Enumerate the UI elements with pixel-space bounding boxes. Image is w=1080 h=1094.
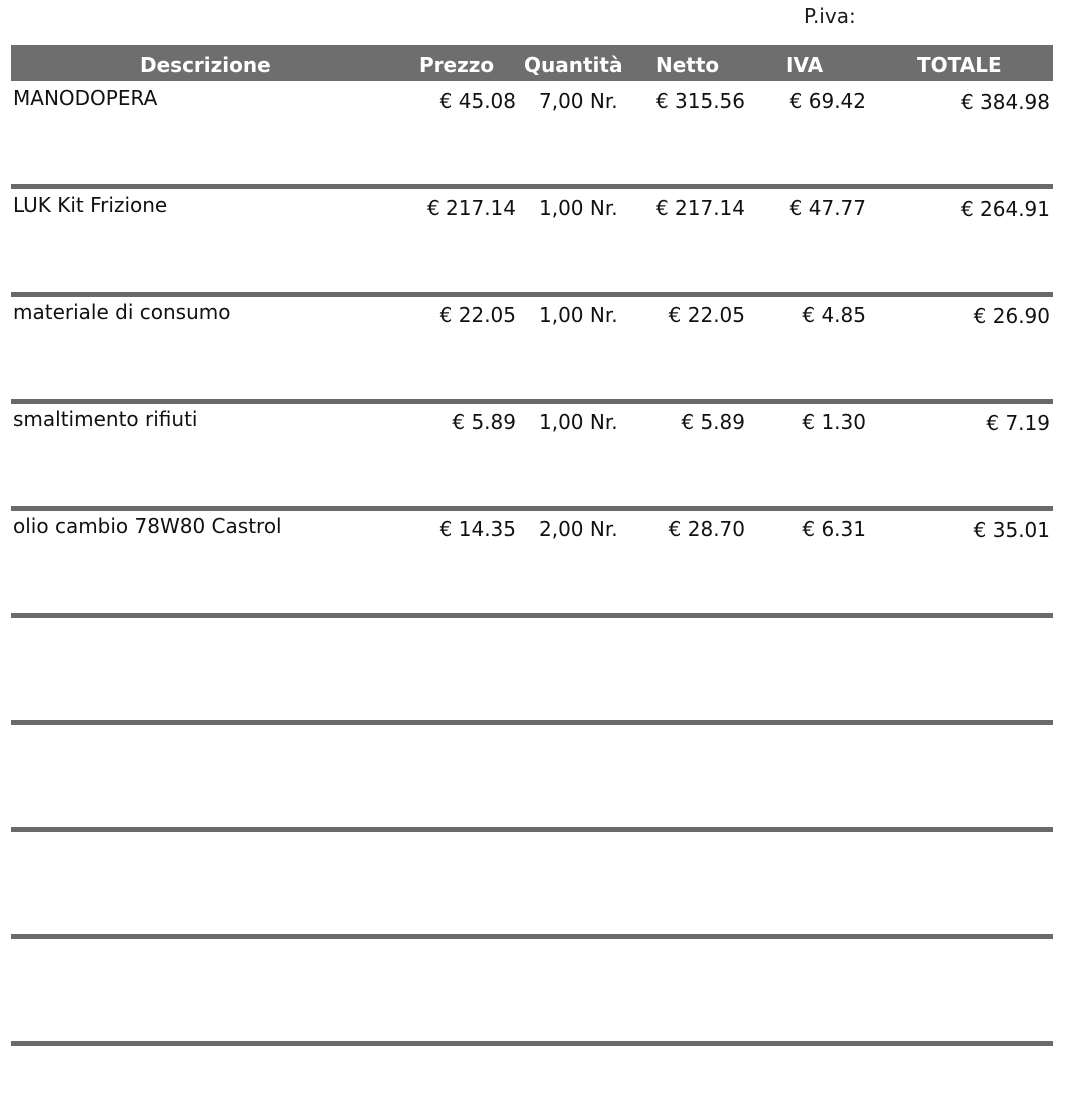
row-quantity: 1,00 Nr.	[539, 196, 618, 220]
row-price: € 217.14	[426, 196, 516, 220]
row-description: olio cambio 78W80 Castrol	[13, 514, 282, 538]
row-total: € 26.90	[973, 304, 1050, 328]
row-price: € 45.08	[439, 89, 516, 113]
row-description: LUK Kit Frizione	[13, 193, 168, 217]
row-vat: € 69.42	[789, 89, 866, 113]
table-row	[0, 86, 1080, 126]
row-divider	[11, 613, 1053, 618]
header-description: Descrizione	[140, 53, 271, 77]
row-divider	[11, 399, 1053, 404]
row-net: € 315.56	[655, 89, 745, 113]
header-total: TOTALE	[917, 53, 1002, 77]
row-total: € 7.19	[986, 411, 1050, 435]
row-description: materiale di consumo	[13, 300, 231, 324]
table-row	[0, 193, 1080, 233]
row-vat: € 1.30	[802, 410, 866, 434]
row-net: € 5.89	[681, 410, 745, 434]
row-divider	[11, 1041, 1053, 1046]
row-vat: € 6.31	[802, 517, 866, 541]
row-quantity: 1,00 Nr.	[539, 410, 618, 434]
row-price: € 22.05	[439, 303, 516, 327]
row-divider	[11, 827, 1053, 832]
row-quantity: 7,00 Nr.	[539, 89, 618, 113]
row-total: € 35.01	[973, 518, 1050, 542]
row-net: € 28.70	[668, 517, 745, 541]
row-divider	[11, 292, 1053, 297]
row-divider	[11, 506, 1053, 511]
row-description: smaltimento rifiuti	[13, 407, 198, 431]
row-vat: € 4.85	[802, 303, 866, 327]
row-divider	[11, 184, 1053, 189]
row-description: MANODOPERA	[13, 86, 158, 110]
table-row	[0, 407, 1080, 447]
table-row	[0, 514, 1080, 554]
row-net: € 217.14	[655, 196, 745, 220]
header-quantity: Quantità	[524, 53, 623, 77]
row-vat: € 47.77	[789, 196, 866, 220]
header-vat: IVA	[786, 53, 824, 77]
row-quantity: 2,00 Nr.	[539, 517, 618, 541]
header-price: Prezzo	[419, 53, 495, 77]
header-net: Netto	[656, 53, 720, 77]
row-divider	[11, 720, 1053, 725]
row-quantity: 1,00 Nr.	[539, 303, 618, 327]
row-price: € 14.35	[439, 517, 516, 541]
table-header	[11, 45, 1053, 81]
piva-label: P.iva:	[804, 4, 856, 28]
row-price: € 5.89	[452, 410, 516, 434]
table-row	[0, 300, 1080, 340]
row-divider	[11, 934, 1053, 939]
row-total: € 384.98	[960, 90, 1050, 114]
row-net: € 22.05	[668, 303, 745, 327]
row-total: € 264.91	[960, 197, 1050, 221]
